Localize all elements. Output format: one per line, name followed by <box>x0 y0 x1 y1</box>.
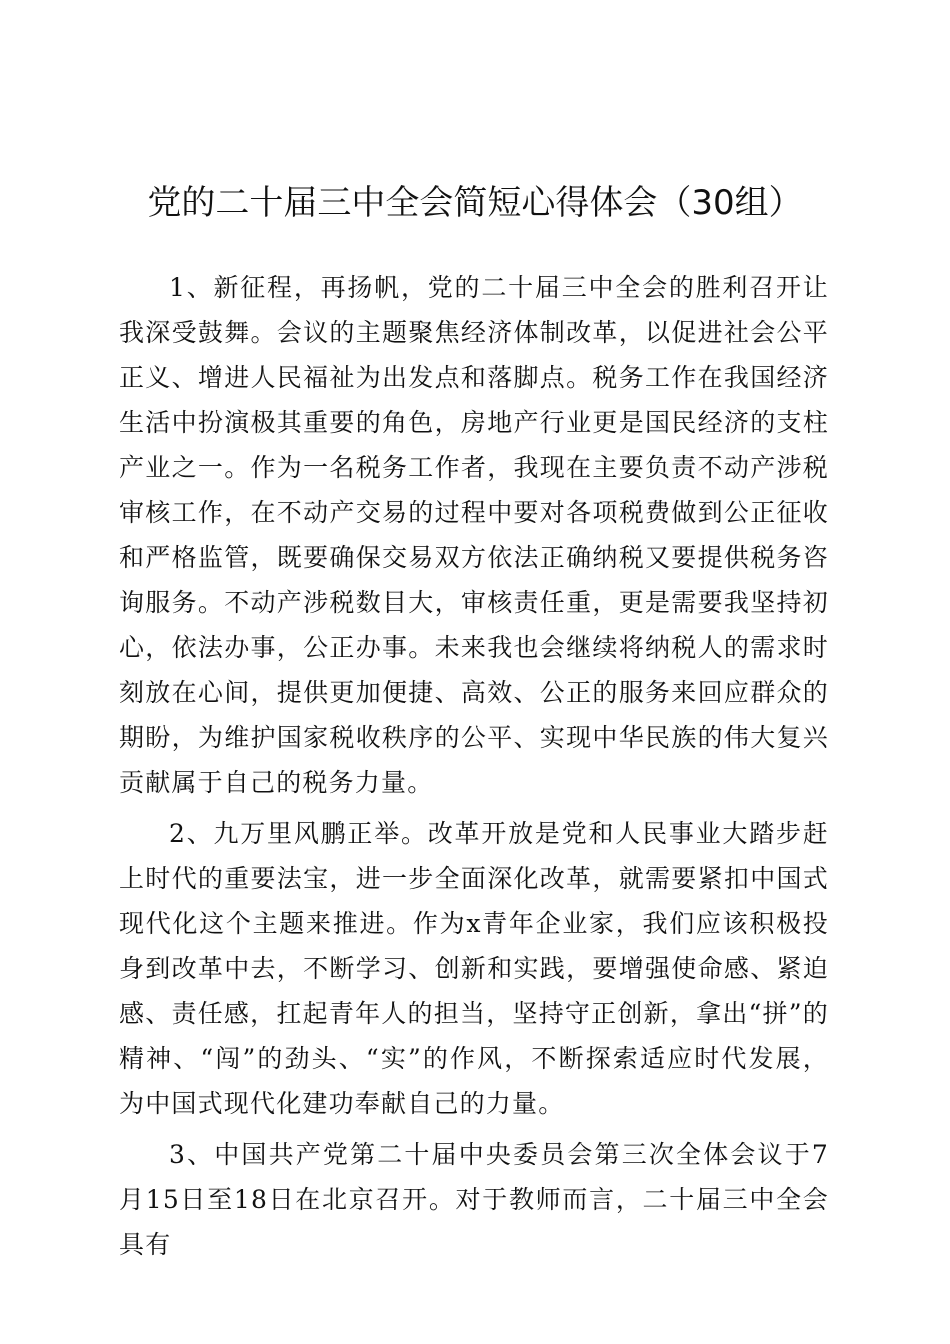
paragraph-1: 1、新征程，再扬帆，党的二十届三中全会的胜利召开让我深受鼓舞。会议的主题聚焦经济体制改革，以促进社会公平正义、增进人民福祉为出发点和落脚点。税务工作在我国经济生活中扮演极其重要的角色，房地产行业更是国民经济的支柱产业之一。作为一名税务工作者，我现在主要负责不动产涉税审核工作，在不动产交易的过程中要对各项税费做到公正征收和严格监管，既要确保交易双方依法正确纳税又要提供税务咨询服务。不动产涉税数目大，审核责任重，更是需要我坚持初心，依法办事，公正办事。未来我也会继续将纳税人的需求时刻放在心间，提供更加便捷、高效、公正的服务来回应群众的期盼，为维护国家税收秩序的公平、实现中华民族的伟大复兴贡献属于自己的税务力量。 <box>119 273 829 797</box>
document-title: 党的二十届三中全会简短心得体会（30组） <box>147 183 803 223</box>
document-body <box>119 265 829 1273</box>
paragraph-3: 3、中国共产党第二十届中央委员会第三次全体会议于7月15日至18日在北京召开。对于教师而言，二十届三中全会具有 <box>119 1140 829 1259</box>
paragraph-2: 2、九万里风鹏正举。改革开放是党和人民事业大踏步赶上时代的重要法宝，进一步全面深化改革，就需要紧扣中国式现代化这个主题来推进。作为x青年企业家，我们应该积极投身到改革中去，不断学习、创新和实践，要增强使命感、紧迫感、责任感，扛起青年人的担当，坚持守正创新，拿出“拼”的精神、“闯”的劲头、“实”的作风，不断探索适应时代发展，为中国式现代化建功奉献自己的力量。 <box>119 819 829 1118</box>
